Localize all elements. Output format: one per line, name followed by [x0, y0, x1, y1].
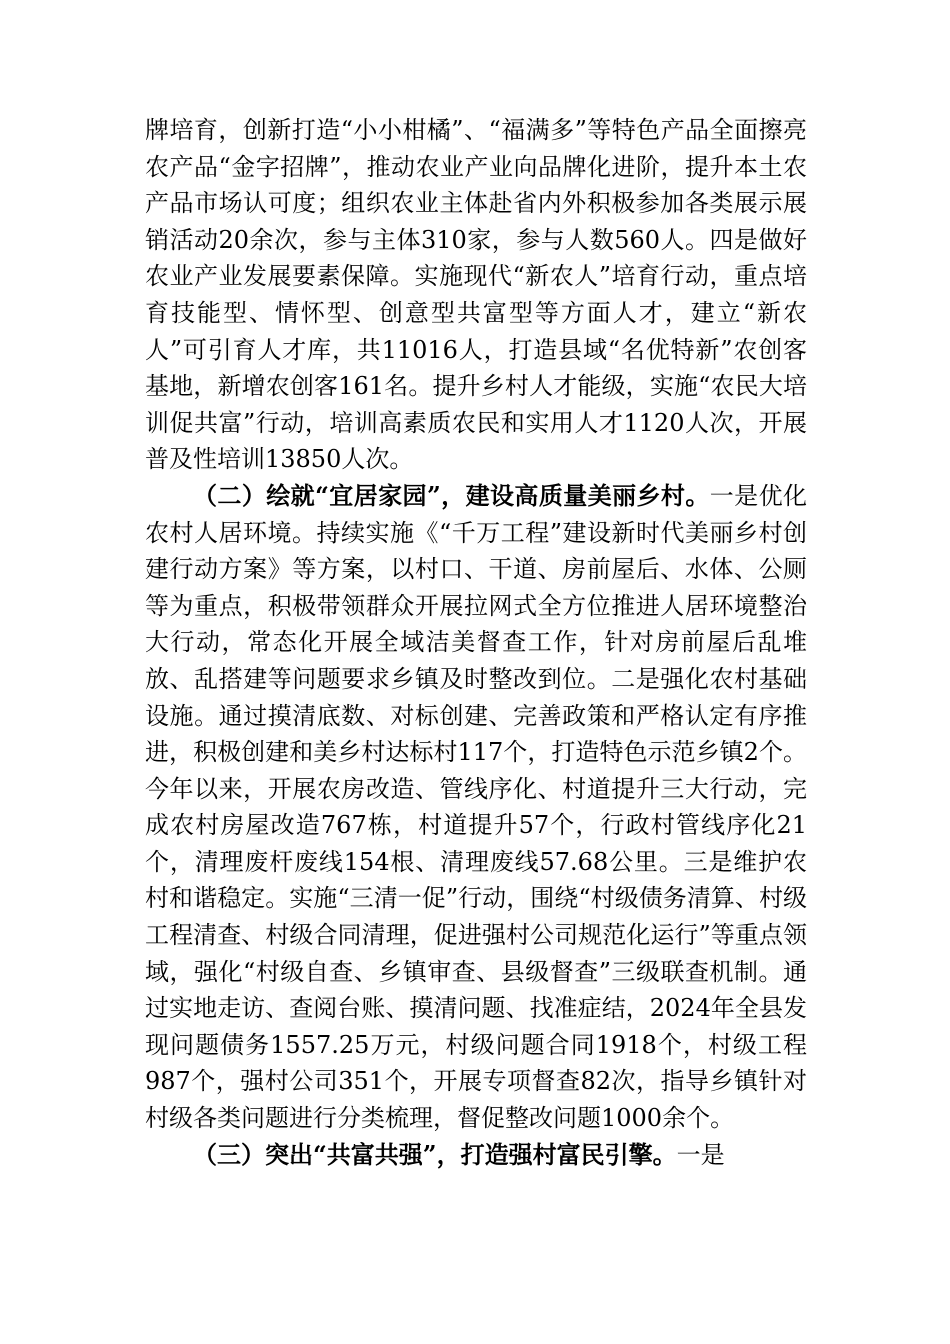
paragraph-3-text: 一是 — [676, 1140, 725, 1169]
paragraph-2-lead: （二）绘就“宜居家园”，建设高质量美丽乡村。 — [193, 480, 710, 510]
body-text — [145, 112, 807, 1173]
paragraph-3-lead: （三）突出“共富共强”，打造强村富民引擎。 — [193, 1139, 677, 1169]
paragraph-2-text: 一是优化农村人居环境。持续实施《“千万工程”建设新时代美丽乡村创建行动方案》等方案，以村口、干道、房前屋后、水体、公厕等为重点，积极带领群众开展拉网式全方位推进人居环境整治大行动，常态化开展全域洁美督查工作，针对房前屋后乱堆放、乱搭建等问题要求乡镇及时整改到位。二是强化农村基础设施。通过摸清底数、对标创建、完善政策和严格认定有序推进，积极创建和美乡村达标村117个，打造特色示范乡镇2个。今年以来，开展农房改造、管线序化、村道提升三大行动，完成农村房屋改造767栋，村道提升57个，行政村管线序化21个，清理废杆废线154根、清理废线57.68公里。三是维护农村和谐稳定。实施“三清一促”行动，围绕“村级债务清算、村级工程清查、村级合同清理，促进强村公司规范化运行”等重点领域，强化“村级自查、乡镇审查、县级督查”三级联查机制。通过实地走访、查阅台账、摸清问题、找准症结，2024年全县发现问题债务1557.25万元，村级问题合同1918个，村级工程987个，强村公司351个，开展专项督查82次，指导乡镇针对村级各类问题进行分类梳理，督促整改问题1000余个。 — [145, 481, 808, 1133]
paragraph-1 — [145, 112, 807, 478]
paragraph-1-text: 牌培育，创新打造“小小柑橘”、“福满多”等特色产品全面擦亮农产品“金字招牌”，推动农业产业向品牌化进阶，提升本土农产品市场认可度；组织农业主体赴省内外积极参加各类展示展销活动20余次，参与主体310家，参与人数560人。四是做好农业产业发展要素保障。实施现代“新农人”培育行动，重点培育技能型、情怀型、创意型共富型等方面人才，建立“新农人”可引育人才库，共11016人，打造县域“名优特新”农创客基地，新增农创客161名。提升乡村人才能级，实施“农民大培训促共富”行动，培训高素质农民和实用人才1120人次，开展普及性培训13850人次。 — [145, 116, 807, 474]
paragraph-3 — [145, 1137, 807, 1174]
paragraph-2 — [145, 478, 807, 1137]
